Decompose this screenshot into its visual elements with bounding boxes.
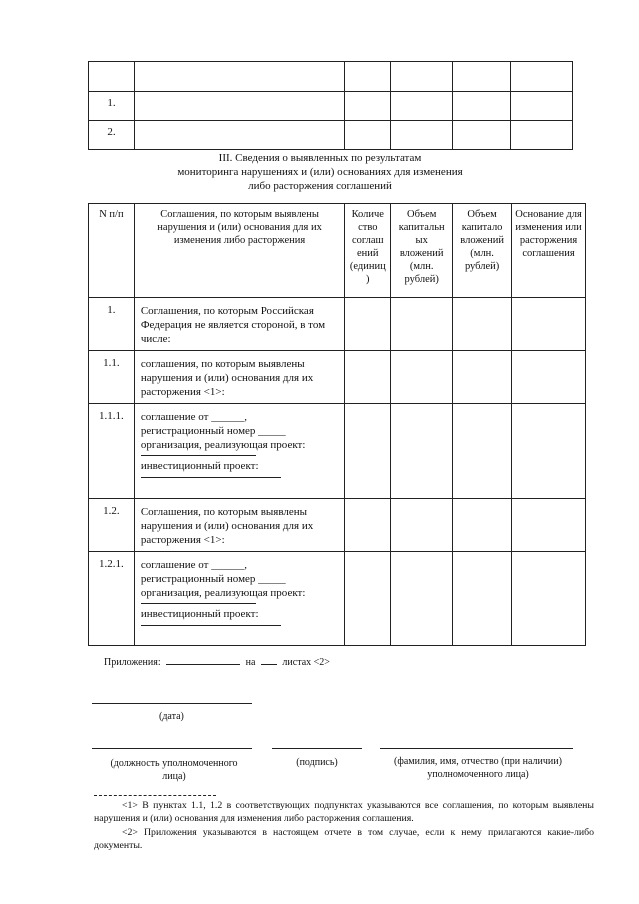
top-table — [88, 61, 573, 150]
table-row — [89, 92, 573, 121]
header-count: Количе ство соглаш ений (единиц ) — [345, 204, 391, 298]
position-line — [92, 748, 252, 749]
table-row — [89, 351, 586, 404]
header-capital-investment: Объем капитальн ых вложений (млн. рублей) — [391, 204, 453, 298]
row-text: соглашения, по которым выявлены нарушения и (или) основания для их расторжения <1>: — [134, 351, 344, 404]
row-number: 1. — [89, 298, 135, 351]
header-grounds: Основание для изменения или расторжения соглашения — [512, 204, 586, 298]
footnote-1: <1> В пунктах 1.1, 1.2 в соответствующих подпунктах указываются все соглашения, по которым выявлены нарушения и (или) основания для изменения либо расторжения соглашения. — [94, 800, 594, 824]
sign-caption: (подпись) — [296, 757, 338, 768]
date-line — [92, 703, 252, 704]
blank-line — [141, 625, 281, 626]
header-agreements: Соглашения, по которым выявлены нарушения и (или) основания для их изменения либо расторжения — [134, 204, 344, 298]
table-row — [89, 298, 586, 351]
table-row — [89, 62, 573, 92]
table-row — [89, 121, 573, 150]
blank-line — [166, 664, 240, 665]
blank-line — [261, 664, 277, 665]
attachments-line: Приложения: на листах <2> — [104, 657, 330, 668]
row-number: 1.2.1. — [89, 552, 135, 646]
row-number: 1. — [89, 92, 135, 121]
row-number: 1.2. — [89, 499, 135, 552]
name-line — [380, 748, 573, 749]
row-text: Соглашения, по которым Российская Федерация не является стороной, в том числе: — [134, 298, 344, 351]
row-text: соглашение от ______, регистрационный номер _____ организация, реализующая проект: инвестиционный проект: — [134, 404, 344, 499]
row-number: 1.1. — [89, 351, 135, 404]
row-number: 1.1.1. — [89, 404, 135, 499]
section-title: III. Сведения о выявленных по результатам мониторинга нарушениях и (или) основаниях для изменения либо расторжения соглашений — [177, 152, 463, 192]
violations-table — [88, 203, 586, 646]
blank-line — [141, 455, 256, 456]
date-caption: (дата) — [159, 711, 184, 722]
table-row — [89, 404, 586, 499]
blank-line — [141, 603, 256, 604]
footnote-2: <2> Приложения указываются в настоящем отчете в том случае, если к нему прилагаются какие-либо документы. — [94, 827, 594, 851]
table-row — [89, 552, 586, 646]
header-number: N п/п — [89, 204, 135, 298]
row-number: 2. — [89, 121, 135, 150]
row-text: Соглашения, по которым выявлены нарушения и (или) основания для их расторжения <1>: — [134, 499, 344, 552]
table-row — [89, 499, 586, 552]
sign-line — [272, 748, 362, 749]
name-caption: (фамилия, имя, отчество (при наличии) уполномоченного лица) — [394, 756, 562, 780]
position-caption: (должность уполномоченного лица) — [110, 758, 238, 782]
footnote-separator — [94, 795, 216, 796]
row-number — [89, 62, 135, 92]
blank-line — [141, 477, 281, 478]
row-text: соглашение от ______, регистрационный номер _____ организация, реализующая проект: инвестиционный проект: — [134, 552, 344, 646]
header-capital-investment-2: Объем капитало вложений (млн. рублей) — [453, 204, 512, 298]
table-header-row — [89, 204, 586, 298]
